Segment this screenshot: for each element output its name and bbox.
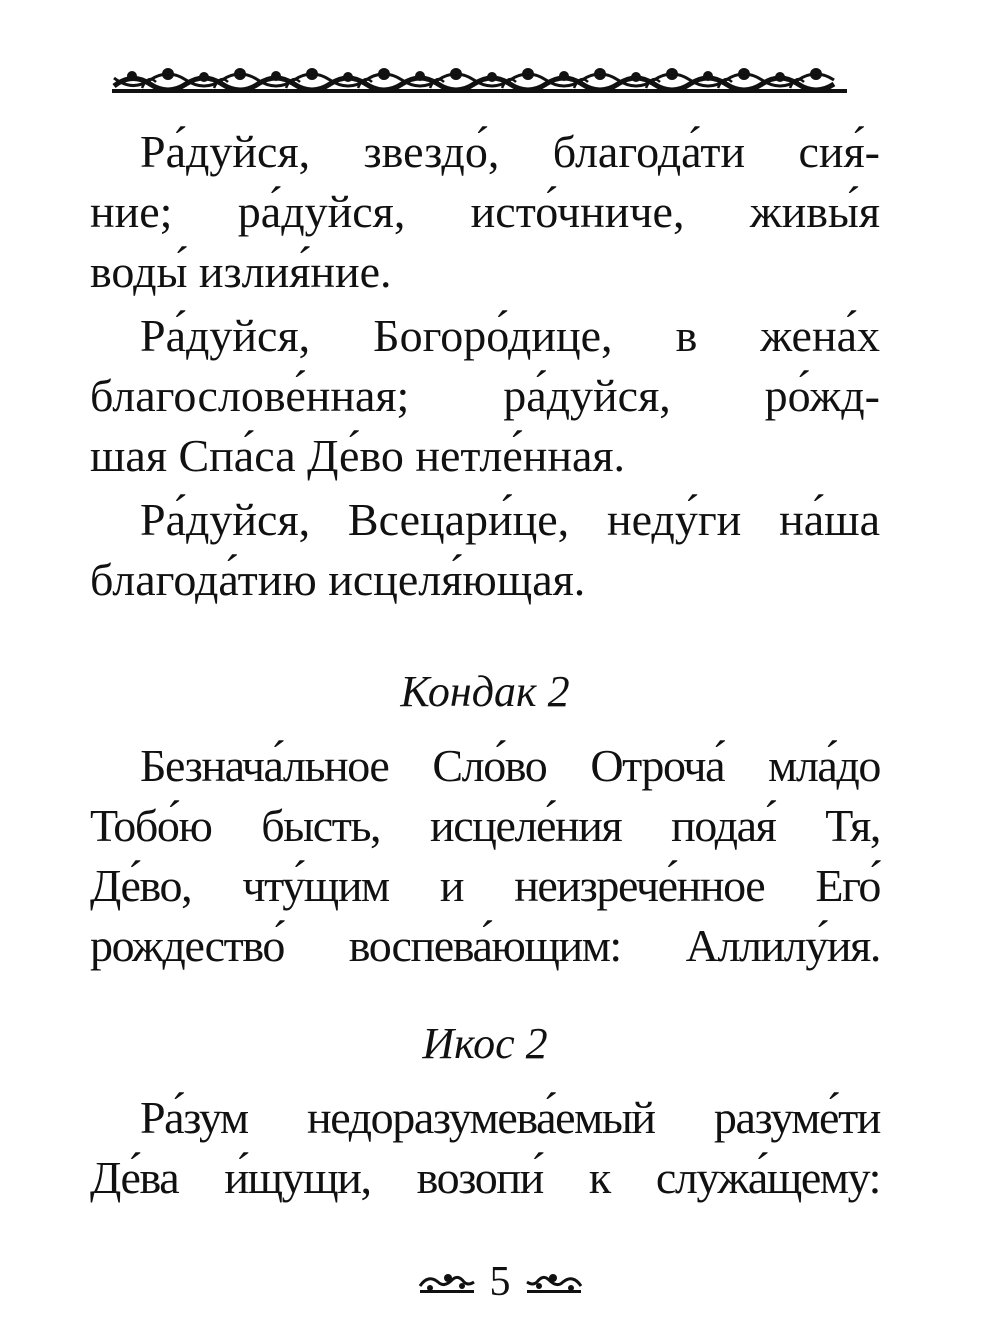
text-line: Де́во, чту́щим и неизрече́нное Его́: [90, 860, 880, 911]
ikos-paragraph: [90, 1088, 880, 1208]
text-line: благослове́нная; ра́дуйся, ро́жд-: [90, 370, 880, 421]
prayer-text: [90, 122, 880, 1208]
text-line: ние; ра́дуйся, исто́чниче, живы́я: [90, 186, 880, 237]
text-line: Ра́дуйся, звездо́, благода́ти сия́-: [140, 126, 880, 177]
kondak-heading: Кондак 2: [400, 667, 570, 716]
top-ornament-border: [112, 62, 847, 96]
page-footer: [0, 1252, 1000, 1312]
text-line: шая Спа́са Де́во нетле́нная.: [90, 430, 626, 481]
paragraph-2: [90, 306, 880, 486]
paragraph-3: [90, 490, 880, 610]
right-fleuron-icon: [525, 1270, 583, 1294]
left-fleuron-icon: [418, 1270, 476, 1294]
text-line: Ра́зум недоразумева́емый разуме́ти: [140, 1092, 880, 1143]
text-line: Ра́дуйся, Богоро́дице, в жена́х: [140, 310, 880, 361]
text-line: Де́ва и́щущи, возопи́ к служа́щему:: [90, 1152, 880, 1203]
text-line: Безнача́льное Сло́во Отроча́ мла́до: [140, 740, 880, 791]
page-number: 5: [489, 1259, 511, 1305]
text-line: благода́тию исцеля́ющая.: [90, 554, 586, 605]
ikos-heading: Икос 2: [422, 1019, 548, 1068]
text-line: воды́ излия́ние.: [90, 246, 392, 297]
kondak-paragraph: [90, 736, 880, 976]
text-line: рождество́ воспева́ющим: Аллилу́ия.: [90, 920, 880, 971]
paragraph-1: [90, 122, 880, 302]
text-line: Тобо́ю бысть, исцеле́ния подая́ Тя,: [90, 800, 880, 851]
text-line: Ра́дуйся, Всецари́це, неду́ги на́ша: [140, 494, 880, 545]
